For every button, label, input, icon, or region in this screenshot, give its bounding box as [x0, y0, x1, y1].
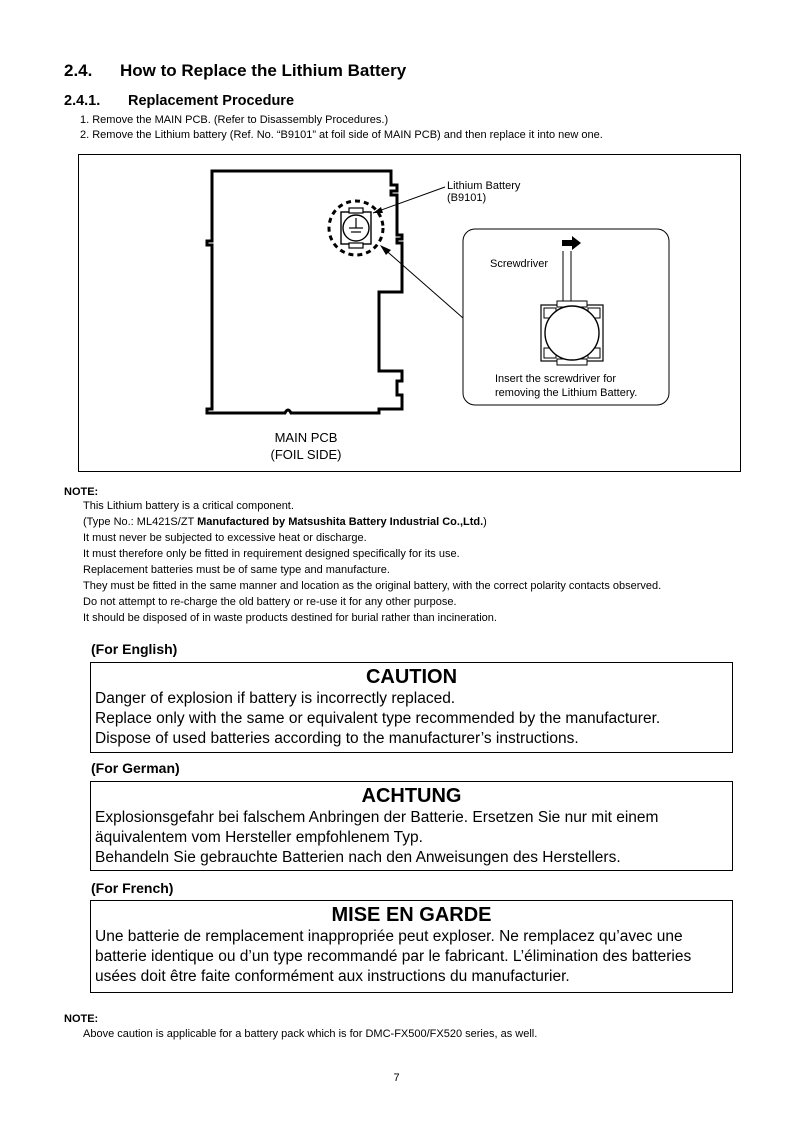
step-2: 2. Remove the Lithium battery (Ref. No. “B9101” at foil side of MAIN PCB) and then replace it into new one. — [80, 129, 603, 141]
page-number: 7 — [393, 1072, 400, 1084]
note-line: Do not attempt to re-charge the old battery or re-use it for any other purpose. — [83, 596, 457, 608]
german-label: (For German) — [91, 760, 180, 776]
achtung-title: ACHTUNG — [361, 785, 462, 807]
mise-en-garde-line: usées doit être faite conformément aux instructions du manufacturier. — [95, 968, 570, 985]
note-line: Replacement batteries must be of same type and manufacture. — [83, 564, 390, 576]
caution-title: CAUTION — [365, 666, 458, 688]
note-title: NOTE: — [64, 486, 99, 498]
detail-battery-cell — [545, 306, 599, 360]
battery-leader-line — [373, 187, 445, 213]
procedure-steps — [80, 113, 603, 143]
battery-figure — [78, 154, 741, 472]
caution-box-english — [90, 662, 733, 753]
section-title: How to Replace the Lithium Battery — [120, 61, 407, 80]
caution-line: Dispose of used batteries according to the manufacturer’s instructions. — [95, 730, 579, 747]
note2-text: Above caution is applicable for a battery pack which is for DMC-FX500/FX520 series, as well. — [83, 1028, 538, 1040]
note-line: It must therefore only be fitted in requirement designed specifically for its use. — [83, 548, 460, 560]
achtung-line: Behandeln Sie gebrauchte Batterien nach den Anweisungen des Herstellers. — [95, 849, 621, 866]
section-number: 2.4. — [64, 61, 93, 80]
subsection-heading — [64, 93, 294, 109]
note-line: (Type No.: ML421S/ZT Manufactured by Matsushita Battery Industrial Co.,Ltd.) — [83, 516, 487, 528]
subsection-title: Replacement Procedure — [128, 93, 295, 109]
caution-line: Replace only with the same or equivalent type recommended by the manufacturer. — [95, 710, 661, 727]
caution-box-french — [90, 900, 733, 993]
section-heading — [64, 61, 406, 81]
french-label: (For French) — [91, 880, 174, 896]
screwdriver-label: Screwdriver — [490, 258, 549, 270]
note-line: It must never be subjected to excessive heat or discharge. — [83, 532, 367, 544]
battery-label: Lithium Battery (B9101) — [447, 180, 521, 204]
caution-box-german — [90, 781, 733, 871]
note-list — [83, 498, 661, 626]
pcb-diagram — [79, 155, 742, 473]
subsection-number: 2.4.1. — [64, 93, 101, 109]
note2-title: NOTE: — [64, 1013, 99, 1025]
achtung-line: äquivalentem vom Hersteller empfohlenem Typ. — [95, 829, 423, 846]
note-line: This Lithium battery is a critical component. — [83, 500, 294, 512]
detail-arrow-line — [382, 247, 463, 318]
note-line: They must be fitted in the same manner and location as the original battery, with the correct polarity contacts observed. — [83, 580, 662, 592]
mise-en-garde-line: Une batterie de remplacement inappropriée peut exploser. Ne remplacez qu’avec une — [95, 928, 683, 945]
pcb-label: MAIN PCB (FOIL SIDE) — [270, 430, 342, 462]
note-line: It should be disposed of in waste products destined for burial rather than incineration. — [83, 612, 497, 624]
step-1: 1. Remove the MAIN PCB. (Refer to Disassembly Procedures.) — [80, 114, 389, 126]
achtung-line: Explosionsgefahr bei falschem Anbringen der Batterie. Ersetzen Sie nur mit einem — [95, 809, 659, 826]
mise-en-garde-line: batterie identique ou d’un type recommandé par le fabricant. L’élimination des batteries — [95, 948, 692, 965]
english-label: (For English) — [91, 641, 178, 657]
instruction-label: Insert the screwdriver for removing the Lithium Battery. — [495, 373, 638, 399]
caution-line: Danger of explosion if battery is incorrectly replaced. — [95, 690, 456, 707]
mise-en-garde-title: MISE EN GARDE — [331, 904, 492, 926]
